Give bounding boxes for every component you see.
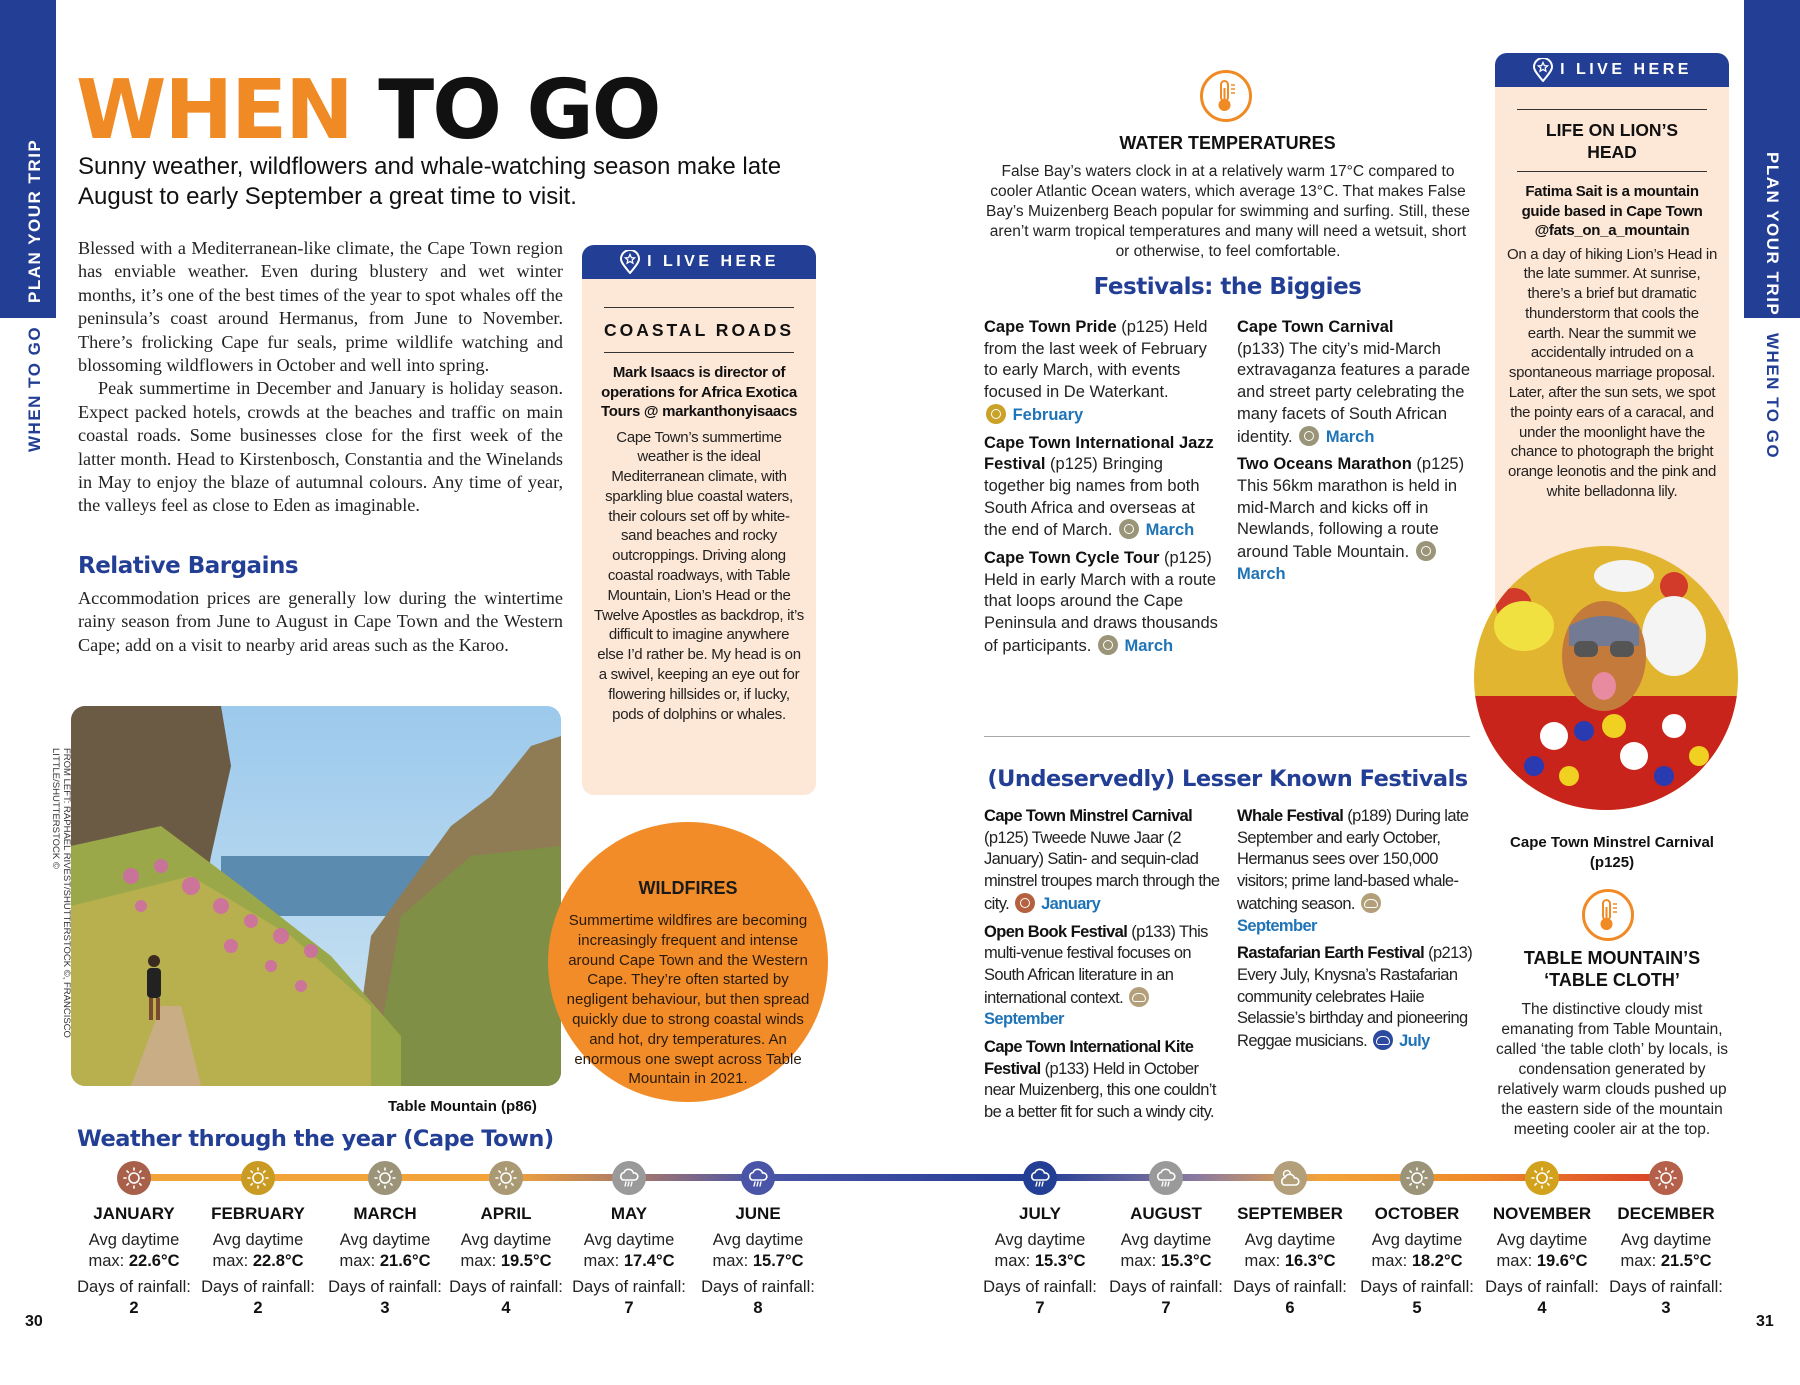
chapter-label-left: WHEN TO GO [25, 325, 44, 452]
page-ref: (p133) [1237, 339, 1285, 358]
page-ref: (p125) [1164, 549, 1212, 568]
table-mountain-photo [71, 706, 561, 1086]
avg-max-temp: 19.6°C [1536, 1252, 1588, 1270]
temp-label-max: max: [460, 1252, 497, 1270]
festival-item [1237, 454, 1473, 585]
temp-line [1604, 1251, 1728, 1272]
rain-days: 2 [129, 1299, 139, 1317]
month-name: JUNE [735, 1204, 781, 1223]
month-name: FEBRUARY [211, 1204, 305, 1223]
temp-label: Avg daytime [1496, 1231, 1588, 1249]
page-title [76, 63, 660, 158]
intro-text [78, 237, 563, 518]
location-star-icon [619, 250, 641, 274]
weather-month-march [323, 1203, 447, 1319]
temp-line [196, 1251, 320, 1272]
festival-month: January [1041, 894, 1101, 913]
avg-max-temp: 15.3°C [1034, 1252, 1086, 1270]
month-name: MARCH [353, 1204, 417, 1223]
temp-line [567, 1251, 691, 1272]
timeline-bar-right [1040, 1174, 1666, 1181]
i-live-here-badge [582, 245, 816, 279]
festival-desc: Held in early March with a route that loops around the Cape Peninsula and draws thousands of participants. [984, 570, 1218, 655]
table-mountain-caption: Table Mountain (p86) [388, 1098, 537, 1115]
month-name: DECEMBER [1617, 1204, 1715, 1223]
weather-month-december [1604, 1203, 1728, 1319]
temp-label-max: max: [1620, 1252, 1657, 1270]
weather-month-september [1228, 1203, 1352, 1319]
box-text: Cape Town’s summertime weather is the ideal Mediterranean climate, with sparkling blue coastal waters, their colours set off by white-sand beaches and rocky outcroppings. Driving along coastal roadways, with Table Mountain, Lion’s Head or the Twelve Apostles as backdrop, it’s difficult to imagine anywhere else I’d rather be. My head is on a swivel, keeping an eye out for flowering hillsides or, if lucky, pods of dolphins or whales. [594, 428, 804, 723]
cloud-sun-icon [1361, 893, 1381, 913]
rain-cloud-icon [1023, 1161, 1057, 1195]
rain-days: 4 [501, 1299, 511, 1317]
wildfires-text: Summertime wildfires are becoming increasingly frequent and intense around Cape Town and the Western Cape. They’re often started by negligent behaviour, but then spread quickly due to strong coastal winds and hot, dry temperatures. An enormous one swept across Table Mountain in 2021. [566, 912, 810, 1088]
festivals-lesser-left [984, 806, 1224, 1130]
temp-line [978, 1251, 1102, 1272]
page-ref: (p133) [1044, 1059, 1089, 1078]
temp-label: Avg daytime [339, 1231, 431, 1249]
month-name: MAY [610, 1204, 648, 1223]
weather-month-october [1355, 1203, 1479, 1319]
rain-label: Days of rainfall: [328, 1278, 442, 1296]
festival-month: March [1124, 636, 1174, 655]
avg-max-temp: 19.5°C [500, 1252, 552, 1270]
thermometer-icon [1582, 889, 1634, 941]
temp-label-max: max: [994, 1252, 1031, 1270]
temp-label: Avg daytime [1620, 1231, 1712, 1249]
festival-name: Cape Town Cycle Tour [984, 549, 1160, 568]
month-name: NOVEMBER [1492, 1204, 1592, 1223]
weather-month-february [196, 1203, 320, 1319]
avg-max-temp: 21.6°C [379, 1252, 431, 1270]
festival-item [1237, 317, 1473, 448]
wildfires-callout [548, 822, 828, 1102]
photo-credit: FROM LEFT: RAPHAEL RIVEST/SHUTTERSTOCK ©, FRANCISCO LITTLE/SHUTTERSTOCK © [50, 748, 72, 1038]
sun-icon [117, 1161, 151, 1195]
festival-month: July [1399, 1032, 1430, 1051]
temp-label: Avg daytime [1120, 1231, 1212, 1249]
temp-label: Avg daytime [1244, 1231, 1336, 1249]
thermometer-icon [1200, 70, 1252, 122]
rain-label: Days of rainfall: [449, 1278, 563, 1296]
festival-month: September [984, 1010, 1064, 1029]
weather-month-april [444, 1203, 568, 1319]
sun-icon [241, 1161, 275, 1195]
festival-desc: This 56km marathon is held in mid-March and kicks off in Newlands, following a route around Table Mountain. [1237, 476, 1458, 562]
temp-label-max: max: [583, 1252, 620, 1270]
rain-label: Days of rainfall: [572, 1278, 686, 1296]
festival-name: Cape Town Minstrel Carnival [984, 807, 1193, 825]
festival-month: September [1237, 916, 1317, 935]
rain-days: 7 [624, 1299, 634, 1317]
i-live-here-coastal-roads [582, 245, 816, 795]
festival-item [984, 548, 1219, 658]
temp-label-max: max: [88, 1252, 125, 1270]
rain-days: 5 [1412, 1299, 1422, 1317]
festival-month: February [1012, 405, 1084, 424]
temp-line [1355, 1251, 1479, 1272]
temp-label: Avg daytime [212, 1231, 304, 1249]
month-name: OCTOBER [1374, 1204, 1460, 1223]
temp-line [1480, 1251, 1604, 1272]
intro-paragraph: Blessed with a Mediterranean-like climate, the Cape Town region has enviable weather. Even during blustery and wet winter months, it’s one of the best times of the year to spot whales off the peninsula’s coast around Hermanus, from June to November. There’s frolicking Cape fur seals, prime wildlife watching and blossoming wildflowers in October and well into spring. [78, 238, 563, 376]
festival-item [1237, 943, 1477, 1053]
temp-label-max: max: [339, 1252, 376, 1270]
festival-desc: Bringing together big names from both South Africa and overseas at the end of March. [984, 455, 1200, 540]
temp-label: Avg daytime [88, 1231, 180, 1249]
rain-label: Days of rainfall: [1109, 1278, 1223, 1296]
month-name: JANUARY [93, 1204, 175, 1223]
rain-days: 7 [1035, 1299, 1045, 1317]
month-name: SEPTEMBER [1237, 1204, 1343, 1223]
badge-label: I LIVE HERE [647, 253, 779, 270]
rain-days: 3 [1661, 1299, 1671, 1317]
temp-line [72, 1251, 196, 1272]
temp-label-max: max: [1496, 1252, 1533, 1270]
avg-max-temp: 22.6°C [128, 1252, 180, 1270]
table-cloth-text: The distinctive cloudy mist emanating from Table Mountain, called ‘the table cloth’ by locals, is condensation generated by relatively warm clouds pushed up the eastern side of the mountain meeting cooler air at the top. [1495, 1001, 1729, 1138]
rain-label: Days of rainfall: [1609, 1278, 1723, 1296]
temp-label-max: max: [712, 1252, 749, 1270]
festival-name: Cape Town Pride [984, 318, 1117, 336]
page-subtitle: Sunny weather, wildflowers and whale-watching season make late August to early September a great time to visit. [78, 153, 782, 210]
cloud-sun-icon [1129, 987, 1149, 1007]
page-ref: (p189) [1347, 807, 1392, 825]
rain-label: Days of rainfall: [1485, 1278, 1599, 1296]
festival-name: Cape Town Carnival [1237, 318, 1394, 336]
rain-cloud-icon [612, 1161, 646, 1195]
rain-label: Days of rainfall: [1360, 1278, 1474, 1296]
sun-icon [1119, 519, 1139, 539]
weather-month-june [696, 1203, 820, 1319]
bargains-text: Accommodation prices are generally low during the wintertime rainy season from June to August in Cape Town and the Western Cape; add on a visit to nearby arid areas such as the Karoo. [78, 588, 563, 655]
page-ref: (p125) [1416, 455, 1465, 474]
sun-icon [368, 1161, 402, 1195]
festival-month: March [1237, 564, 1286, 583]
rain-days: 3 [380, 1299, 390, 1317]
temp-label-max: max: [212, 1252, 249, 1270]
chapter-label-right: WHEN TO GO [1763, 333, 1782, 460]
festival-item [984, 1037, 1224, 1124]
rain-days: 8 [753, 1299, 763, 1317]
page-ref: (p125) [1121, 318, 1169, 336]
section-divider [984, 736, 1470, 737]
water-temps-title: WATER TEMPERATURES [1119, 133, 1336, 153]
avg-max-temp: 21.5°C [1660, 1252, 1712, 1270]
avg-max-temp: 18.2°C [1411, 1252, 1463, 1270]
rain-label: Days of rainfall: [77, 1278, 191, 1296]
temp-line [323, 1251, 447, 1272]
weather-month-august [1104, 1203, 1228, 1319]
month-name: APRIL [480, 1204, 532, 1223]
sun-icon [1400, 1161, 1434, 1195]
sun-icon [1649, 1161, 1683, 1195]
temp-line [696, 1251, 820, 1272]
festival-desc: Tweede Nuwe Jaar (2 January) Satin- and sequin-clad minstrel troupes march through the city. [984, 828, 1220, 913]
rain-days: 4 [1537, 1299, 1547, 1317]
page-number-left: 30 [25, 1313, 43, 1330]
festival-name: Whale Festival [1237, 807, 1344, 825]
weather-month-november [1480, 1203, 1604, 1319]
festival-desc: Held in October near Muizenberg, this one couldn’t be a better fit for such a windy city. [984, 1059, 1216, 1122]
festivals-biggies-left [984, 317, 1219, 664]
rain-label: Days of rainfall: [1233, 1278, 1347, 1296]
temp-label: Avg daytime [994, 1231, 1086, 1249]
wildfires-title: WILDFIRES [638, 878, 738, 898]
temp-label: Avg daytime [1371, 1231, 1463, 1249]
timeline-bar-left [134, 1174, 758, 1181]
location-star-icon [1532, 58, 1554, 82]
temp-line [1228, 1251, 1352, 1272]
temp-label-max: max: [1371, 1252, 1408, 1270]
festivals-lesser-right [1237, 806, 1477, 1059]
rain-days: 2 [253, 1299, 263, 1317]
table-cloth-title: TABLE MOUNTAIN’S ‘TABLE CLOTH’ [1523, 948, 1701, 990]
festival-item [984, 433, 1219, 543]
festivals-lesser-heading: (Undeservedly) Lesser Known Festivals [987, 766, 1468, 792]
section-label-right: PLAN YOUR TRIP [1763, 152, 1782, 317]
avg-max-temp: 15.3°C [1160, 1252, 1212, 1270]
weather-month-july [978, 1203, 1102, 1319]
author-bio: Fatima Sait is a mountain guide based in Cape Town @fats_on_a_mountain [1521, 183, 1703, 239]
festival-name: Open Book Festival [984, 922, 1128, 941]
title-rest: TO GO [378, 63, 660, 158]
festivals-biggies-heading: Festivals: the Biggies [1093, 274, 1362, 300]
i-live-here-badge [1495, 53, 1729, 87]
timeline-bar-middle [758, 1174, 1040, 1181]
festival-month: March [1145, 521, 1195, 540]
festivals-biggies-right [1237, 317, 1473, 591]
avg-max-temp: 22.8°C [252, 1252, 304, 1270]
avg-max-temp: 16.3°C [1284, 1252, 1336, 1270]
sun-icon [1525, 1161, 1559, 1195]
festival-desc: The city’s mid-March extravaganza features a parade and street party celebrating the many facets of South African identity. [1237, 339, 1470, 446]
rain-label: Days of rainfall: [701, 1278, 815, 1296]
weather-month-may [567, 1203, 691, 1319]
sun-icon [986, 404, 1006, 424]
minstrel-caption: Cape Town Minstrel Carnival (p125) [1510, 834, 1714, 871]
temp-label: Avg daytime [583, 1231, 675, 1249]
water-temps-text: False Bay’s waters clock in at a relatively warm 17°C compared to cooler Atlantic Ocean waters, which average 13°C. That makes False Bay’s Muizenberg Beach popular for swimming and surfing. Still, these aren’t warm tropical temperatures and many will need a wetsuit, short or otherwise, to feel comfortable. [986, 163, 1470, 260]
month-name: JULY [1019, 1204, 1061, 1223]
rain-days: 6 [1285, 1299, 1295, 1317]
sun-icon [1098, 635, 1118, 655]
festival-item [1237, 806, 1477, 937]
intro-paragraph: Peak summertime in December and January is holiday season. Expect packed hotels, crowds at the beaches and traffic on main coastal roads. Some businesses close for the first week of the latter month. Head to Kirstenbosch, Constantia and the Winelands in May to enjoy the blaze of autumnal colours. Any time of year, the valleys feel as close to Eden as imaginable. [78, 378, 563, 516]
festival-item [984, 317, 1219, 427]
temp-label: Avg daytime [460, 1231, 552, 1249]
sun-icon [1015, 893, 1035, 913]
photo-illustration [71, 706, 561, 1086]
month-name: AUGUST [1130, 1204, 1202, 1223]
sun-icon [1299, 426, 1319, 446]
sun-icon [489, 1161, 523, 1195]
title-highlight: WHEN [76, 63, 352, 158]
rain-label: Days of rainfall: [983, 1278, 1097, 1296]
box-title: COASTAL ROADS [603, 320, 795, 340]
rain-label: Days of rainfall: [201, 1278, 315, 1296]
rain-cloud-icon [741, 1161, 775, 1195]
festival-item [984, 922, 1224, 1032]
thermometer-glyph [1211, 78, 1241, 114]
festival-desc: Every July, Knysna’s Rastafarian community celebrates Haiie Selassie’s birthday and pioneering Reggae musicians. [1237, 965, 1468, 1051]
temp-label-max: max: [1244, 1252, 1281, 1270]
bargains-heading: Relative Bargains [78, 553, 299, 579]
avg-max-temp: 15.7°C [752, 1252, 804, 1270]
page-ref: (p125) [1050, 455, 1098, 474]
temp-label-max: max: [1120, 1252, 1157, 1270]
festival-desc: This multi-venue festival focuses on South African literature in an international context. [984, 922, 1208, 1007]
author-bio: Mark Isaacs is director of operations for Africa Exotica Tours @ markanthonyisaacs [600, 364, 798, 420]
page-ref: (p133) [1131, 922, 1176, 941]
section-label-left: PLAN YOUR TRIP [25, 138, 44, 303]
page-number-right: 31 [1756, 1313, 1774, 1330]
temp-line [1104, 1251, 1228, 1272]
badge-label: I LIVE HERE [1560, 61, 1692, 78]
festival-name: Two Oceans Marathon [1237, 455, 1412, 474]
thermometer-glyph [1593, 897, 1623, 933]
cloud-sun-icon [1273, 1161, 1307, 1195]
box-title: LIFE ON LION’S HEAD [1545, 120, 1679, 162]
festival-desc: During late September and early October, Hermanus sees over 150,000 visitors; prime land-based whale-watching season. [1237, 807, 1469, 913]
festival-name: Cape Town International Kite Festival [984, 1038, 1194, 1078]
festival-item [984, 806, 1224, 916]
page-ref: (p125) [984, 828, 1029, 847]
rain-cloud-icon [1149, 1161, 1183, 1195]
box-text: On a day of hiking Lion’s Head in the late summer. At sunrise, there’s a brief but dramatic thunderstorm that cools the earth. Near the summit we accidentally intruded on a spontaneous marriage proposal. Later, after the sun sets, we spot the pointy ears of a caracal, and under the moonlight have the chance to photograph the bright orange leonotis and the pink and white belladonna lily. [1507, 245, 1717, 501]
page-ref: (p213) [1428, 944, 1473, 963]
temp-label: Avg daytime [712, 1231, 804, 1249]
avg-max-temp: 17.4°C [623, 1252, 675, 1270]
rain-cloud-icon [1373, 1030, 1393, 1050]
rain-days: 7 [1161, 1299, 1171, 1317]
temp-line [444, 1251, 568, 1272]
sun-icon [1416, 541, 1436, 561]
festival-name: Cape Town International Jazz Festival [984, 433, 1214, 474]
minstrel-carnival-photo [1474, 546, 1738, 810]
festival-desc: Held from the last week of February to early March, with events focused in De Waterkant. [984, 318, 1208, 402]
weather-heading: Weather through the year (Cape Town) [77, 1126, 554, 1152]
festival-name: Rastafarian Earth Festival [1237, 944, 1425, 963]
festival-month: March [1325, 427, 1375, 446]
weather-month-january [72, 1203, 196, 1319]
photo-illustration [1474, 546, 1738, 810]
